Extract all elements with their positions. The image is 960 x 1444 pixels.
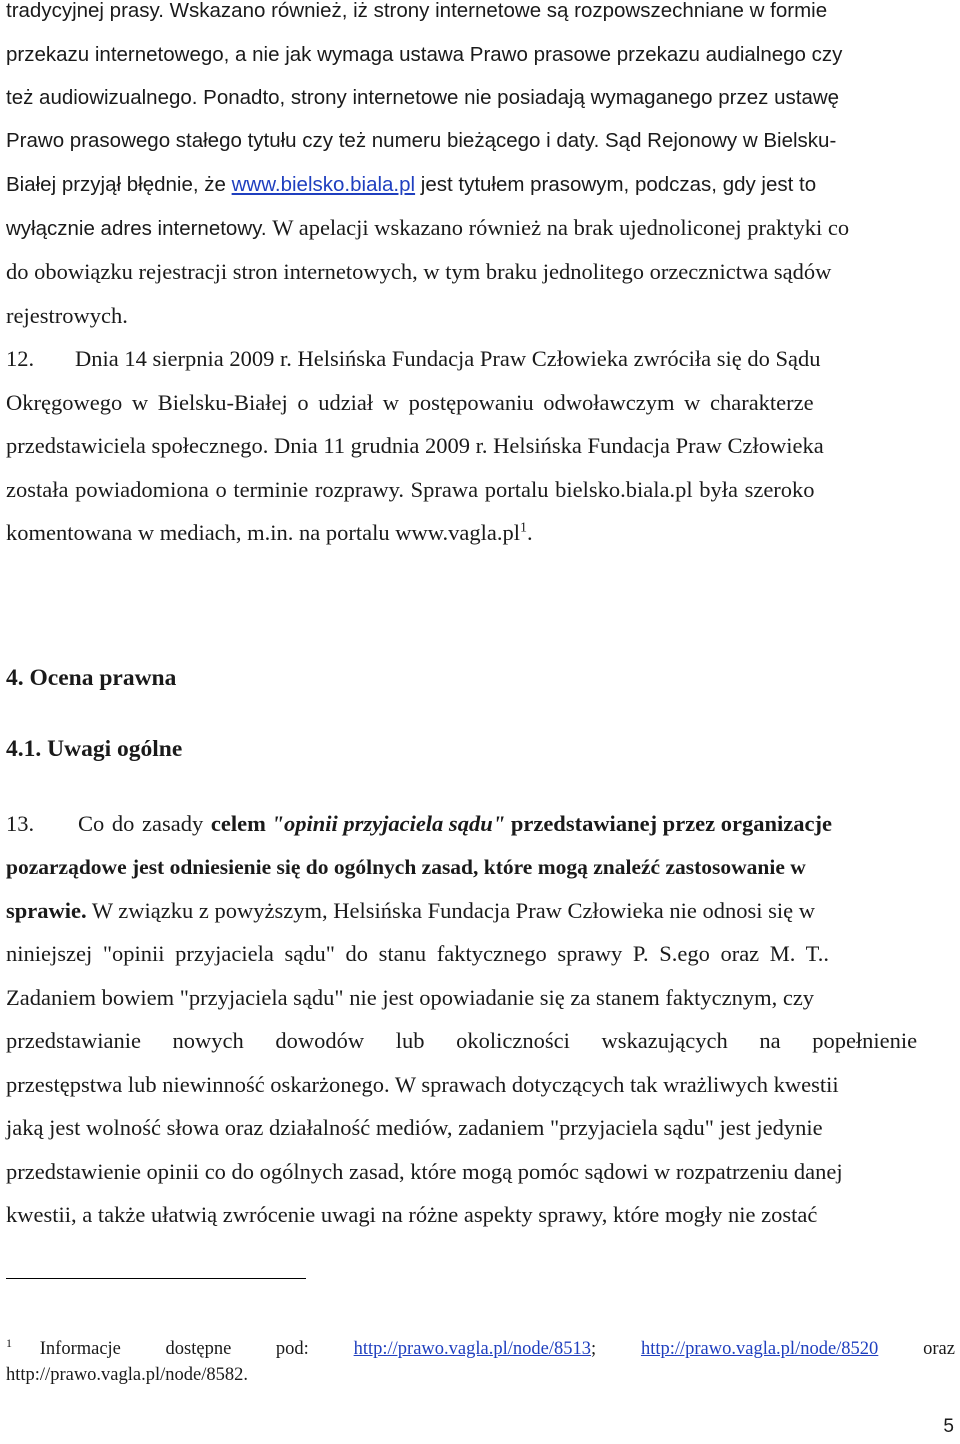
footnote — [6, 1337, 955, 1361]
text-line — [6, 897, 815, 925]
text-run: sprawie. — [6, 898, 87, 923]
paragraph-number: 12. — [6, 346, 35, 371]
text-line — [6, 84, 839, 112]
text-run: Prawo prasowego stałego tytułu czy też numeru bieżącego i daty. Sąd Rejonowy w Bielsku- — [6, 129, 837, 152]
footnote-separator — [6, 1278, 306, 1279]
text-run: przedstawianie nowych dowodów lub okoliczności wskazujących na popełnienie — [6, 1028, 918, 1053]
text-run: pozarządowe jest odniesienie się do ogólnych zasad, które mogą znaleźć zastosowanie w — [6, 855, 806, 879]
text-run: do obowiązku rejestracji stron internetowych, w tym braku jednolitego orzecznictwa sądów — [6, 259, 832, 284]
footnote-link-8520[interactable]: http://prawo.vagla.pl/node/8520 — [640, 1339, 879, 1359]
text-line — [6, 940, 829, 968]
text-line — [6, 519, 533, 547]
text-run: oraz — [923, 1339, 955, 1359]
text-run: przedstawiciela społecznego. Dnia 11 grudnia 2009 r. Helsińska Fundacja Praw Człowieka — [6, 433, 824, 458]
text-run: komentowana w mediach, m.in. na portalu www.vagla.pl — [6, 520, 521, 545]
text-run: kwestii, a także ułatwią zwrócenie uwagi na różne aspekty sprawy, które mogły nie zostać — [6, 1202, 818, 1227]
footnote-ref[interactable]: 1 — [520, 520, 527, 536]
text-line — [6, 853, 806, 881]
text-line — [6, 0, 827, 25]
text-run: Okręgowego w Bielsku-Białej o udział w postępowaniu odwoławczym w charakterze — [6, 390, 814, 415]
text-line — [6, 1201, 817, 1229]
text-line — [6, 1027, 917, 1055]
text-line — [6, 432, 824, 460]
text-line — [6, 171, 816, 199]
text-run: przedstawienie opinii co do ogólnych zasad, które mogą pomóc sądowi w rozpatrzeniu danej — [6, 1159, 843, 1184]
paragraph-13-first-line — [6, 810, 832, 838]
text-line — [6, 127, 836, 155]
text-line — [6, 214, 849, 242]
text-run: Białej przyjął błędnie, że — [6, 173, 232, 196]
footnote-number: 1 — [6, 1335, 12, 1350]
text-run: przekazu internetowego, a nie jak wymaga ustawa Prawo prasowe przekazu audialnego czy — [6, 43, 843, 66]
text-line — [6, 258, 831, 286]
text-run: "opinii przyjaciela sądu" — [271, 811, 506, 836]
text-run: jaką jest wolność słowa oraz działalność mediów, zadaniem "przyjaciela sądu" jest jedynie — [6, 1115, 823, 1140]
section-heading: 4. Ocena prawna — [6, 665, 177, 691]
text-line — [6, 476, 815, 504]
text-run: tradycyjnej prasy. Wskazano również, iż strony internetowe są rozpowszechniane w formie — [6, 0, 828, 22]
paragraph-12-first-line — [6, 345, 820, 373]
text-run: przestępstwa lub niewinność oskarżonego. W sprawach dotyczących tak wrażliwych kwestii — [6, 1072, 839, 1097]
text-line — [6, 984, 814, 1012]
subsection-heading: 4.1. Uwagi ogólne — [6, 736, 183, 762]
paragraph-number: 13. — [6, 811, 35, 836]
text-run: też audiowizualnego. Ponadto, strony internetowe nie posiadają wymaganego przez ustawę — [6, 86, 840, 109]
text-run: Dnia 14 sierpnia 2009 r. Helsińska Fundacja Praw Człowieka zwróciła się do Sądu — [75, 346, 821, 371]
text-run: wyłącznie adres internetowy. — [6, 217, 273, 240]
text-line — [6, 1158, 843, 1186]
page-number: 5 — [943, 1416, 954, 1437]
text-run: została powiadomiona o terminie rozprawy. Sprawa portalu bielsko.biala.pl była szeroko — [6, 477, 815, 502]
text-run: ; — [590, 1339, 597, 1359]
footnote-line — [6, 1363, 248, 1387]
text-run: jest tytułem prasowym, podczas, gdy jest to — [415, 173, 817, 196]
text-line — [6, 389, 814, 417]
text-run: niniejszej "opinii przyjaciela sądu" do stanu faktycznego sprawy P. S.ego oraz M. T.. — [6, 941, 829, 966]
bielsko-biala-link[interactable]: www.bielsko.biala.pl — [231, 173, 416, 196]
text-run: celem — [210, 811, 272, 836]
text-line — [6, 41, 842, 69]
text-run: rejestrowych. — [6, 303, 128, 328]
footnote-link-8513[interactable]: http://prawo.vagla.pl/node/8513 — [353, 1339, 591, 1359]
text-run: przedstawianej przez organizacje — [505, 811, 832, 836]
text-run: . — [527, 520, 533, 545]
text-line — [6, 1071, 839, 1099]
text-run: W apelacji wskazano również na brak ujednoliconej praktyki co — [272, 215, 850, 240]
text-run: Informacje dostępne pod: — [39, 1339, 309, 1359]
text-run: Co do zasady — [78, 811, 211, 836]
text-run: W związku z powyższym, Helsińska Fundacja Praw Człowieka nie odnosi się w — [86, 898, 816, 923]
text-line — [6, 1114, 823, 1142]
footnote-link-8582: http://prawo.vagla.pl/node/8582. — [6, 1365, 248, 1385]
text-run: Zadaniem bowiem "przyjaciela sądu" nie jest opowiadanie się za stanem faktycznym, czy — [6, 985, 815, 1010]
text-line — [6, 302, 128, 330]
